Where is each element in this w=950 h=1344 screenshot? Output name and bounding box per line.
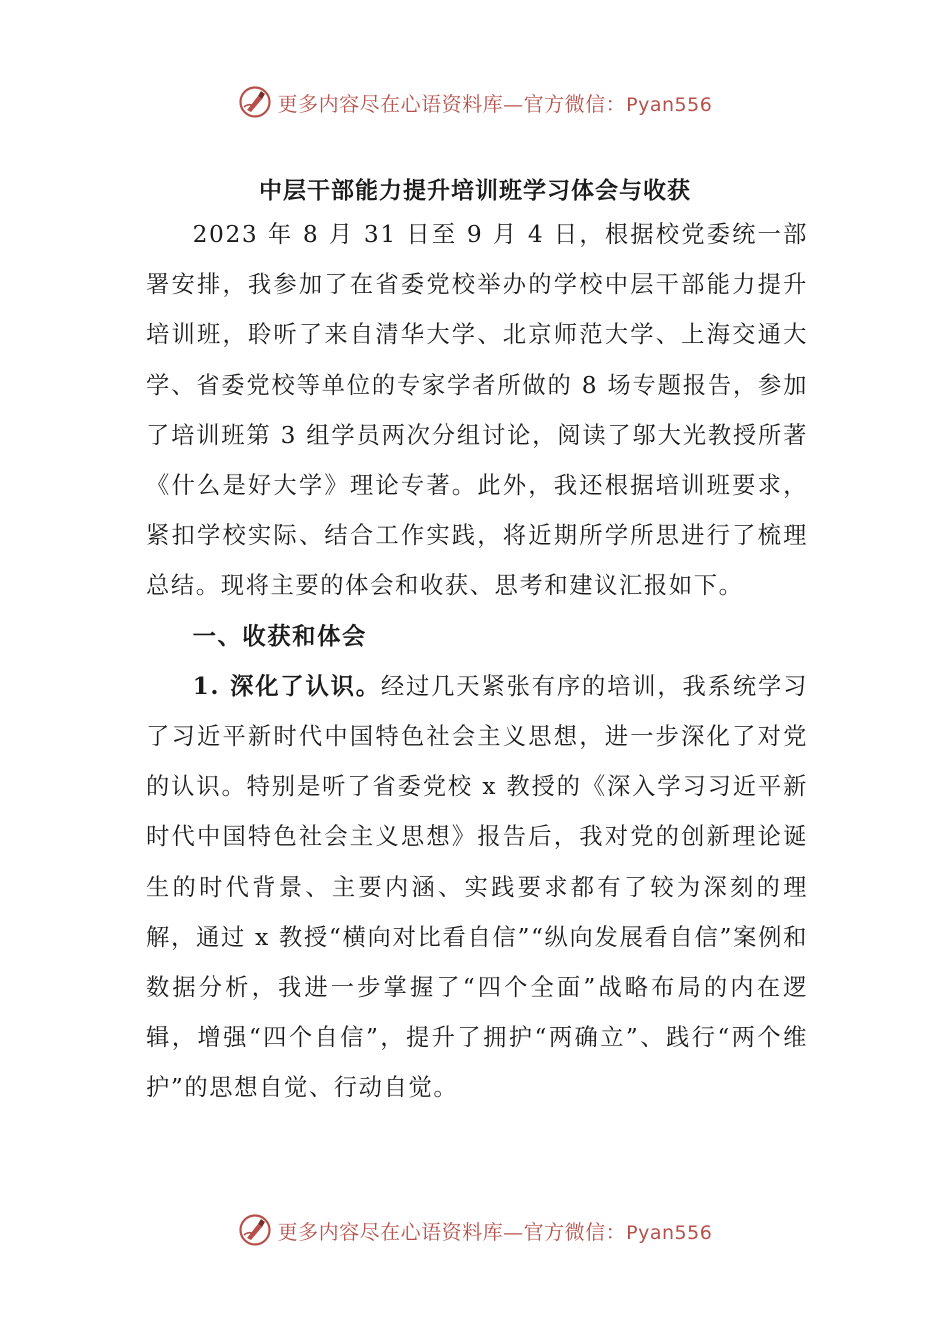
watermark-text: 更多内容尽在心语资料库—官方微信：Pyan556 [277, 91, 713, 116]
watermark-text: 更多内容尽在心语资料库—官方微信：Pyan556 [277, 1219, 713, 1244]
wechat-id: Pyan556 [626, 93, 713, 116]
section-heading: 一、收获和体会 [192, 622, 367, 650]
watermark-banner-top [0, 82, 950, 122]
wechat-id: Pyan556 [626, 1221, 713, 1244]
item-text: 经过几天紧张有序的培训，我系统学习了习近平新时代中国特色社会主义思想，进一步深化了对党的认识。特别是听了省委党校 x 教授的《深入学习习近平新时代中国特色社会主义思想》报告后，我对党的创新理论诞生的时代背景、主要内涵、实践要求都有了较为深刻的理解，通过 x 教授“横向对比看自信”“纵向发展看自信”案例和数据分析，我进一步掌握了“四个全面”战略布局的内在逻辑，增强“四个自信”，提升了拥护“两确立”、践行“两个维护”的思想自觉、行动自觉。 [146, 672, 808, 1102]
watermark-banner-bottom [0, 1210, 950, 1250]
document-title: 中层干部能力提升培训班学习体会与收获 [259, 177, 691, 204]
pen-nib-logo-icon [238, 1213, 272, 1247]
pen-nib-logo-icon [238, 85, 272, 119]
document-body [146, 210, 808, 1114]
item-paragraph [146, 662, 808, 1114]
item-lead: 1. 深化了认识。 [192, 672, 381, 700]
intro-paragraph: 2023 年 8 月 31 日至 9 月 4 日，根据校党委统一部署安排，我参加了在省委党校举办的学校中层干部能力提升培训班，聆听了来自清华大学、北京师范大学、上海交通大学、省委党校等单位的专家学者所做的 8 场专题报告，参加了培训班第 3 组学员两次分组讨论，阅读了邬大光教授所著《什么是好大学》理论专著。此外，我还根据培训班要求，紧扣学校实际、结合工作实践，将近期所学所思进行了梳理总结。现将主要的体会和收获、思考和建议汇报如下。 [146, 221, 808, 600]
